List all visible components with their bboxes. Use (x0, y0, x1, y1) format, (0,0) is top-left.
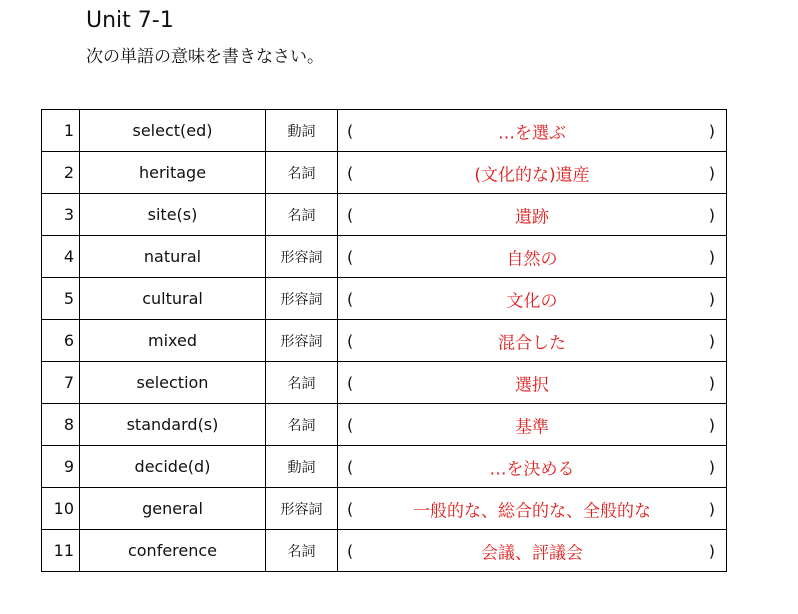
row-number: 11 (42, 530, 80, 572)
english-word: select(ed) (80, 110, 266, 152)
table-row (42, 110, 727, 152)
japanese-meaning: 混合した (498, 333, 566, 353)
close-paren: ) (708, 205, 715, 224)
table-row (42, 278, 727, 320)
open-paren: ( (347, 289, 354, 308)
row-number: 5 (42, 278, 80, 320)
meaning-cell (338, 320, 727, 362)
close-paren: ) (708, 373, 715, 392)
english-word: site(s) (80, 194, 266, 236)
part-of-speech: 形容詞 (266, 320, 338, 362)
row-number: 8 (42, 404, 80, 446)
close-paren: ) (708, 331, 715, 350)
open-paren: ( (347, 541, 354, 560)
japanese-meaning: 遺跡 (515, 207, 549, 227)
open-paren: ( (347, 457, 354, 476)
close-paren: ) (708, 289, 715, 308)
japanese-meaning: 自然の (506, 249, 558, 269)
open-paren: ( (347, 121, 354, 140)
table-row (42, 446, 727, 488)
close-paren: ) (708, 415, 715, 434)
meaning-cell (338, 236, 727, 278)
row-number: 9 (42, 446, 80, 488)
close-paren: ) (708, 163, 715, 182)
english-word: cultural (80, 278, 266, 320)
close-paren: ) (708, 499, 715, 518)
row-number: 7 (42, 362, 80, 404)
instruction-text: 次の単語の意味を書きなさい。 (86, 47, 324, 67)
part-of-speech: 名詞 (266, 194, 338, 236)
meaning-cell (338, 404, 727, 446)
page-title: Unit 7-1 (86, 8, 174, 33)
part-of-speech: 形容詞 (266, 278, 338, 320)
japanese-meaning: 選択 (515, 375, 549, 395)
part-of-speech: 形容詞 (266, 488, 338, 530)
meaning-cell (338, 362, 727, 404)
english-word: standard(s) (80, 404, 266, 446)
part-of-speech: 名詞 (266, 362, 338, 404)
meaning-cell (338, 446, 727, 488)
japanese-meaning: 会議、評議会 (481, 543, 583, 563)
open-paren: ( (347, 205, 354, 224)
table-row (42, 194, 727, 236)
row-number: 10 (42, 488, 80, 530)
japanese-meaning: …を決める (489, 459, 575, 479)
meaning-cell (338, 488, 727, 530)
open-paren: ( (347, 331, 354, 350)
close-paren: ) (708, 457, 715, 476)
row-number: 6 (42, 320, 80, 362)
meaning-cell (338, 110, 727, 152)
open-paren: ( (347, 415, 354, 434)
meaning-cell (338, 152, 727, 194)
japanese-meaning: 一般的な、総合的な、全般的な (413, 501, 651, 521)
open-paren: ( (347, 163, 354, 182)
open-paren: ( (347, 247, 354, 266)
meaning-cell (338, 278, 727, 320)
part-of-speech: 名詞 (266, 530, 338, 572)
row-number: 3 (42, 194, 80, 236)
part-of-speech: 動詞 (266, 110, 338, 152)
table-row (42, 404, 727, 446)
english-word: natural (80, 236, 266, 278)
part-of-speech: 名詞 (266, 152, 338, 194)
vocabulary-table-body (42, 110, 727, 572)
english-word: heritage (80, 152, 266, 194)
japanese-meaning: 基準 (515, 417, 549, 437)
english-word: general (80, 488, 266, 530)
meaning-cell (338, 194, 727, 236)
table-row (42, 152, 727, 194)
english-word: selection (80, 362, 266, 404)
close-paren: ) (708, 541, 715, 560)
english-word: conference (80, 530, 266, 572)
open-paren: ( (347, 373, 354, 392)
table-row (42, 320, 727, 362)
table-row (42, 236, 727, 278)
table-row (42, 362, 727, 404)
vocabulary-table (41, 109, 727, 572)
meaning-cell (338, 530, 727, 572)
row-number: 4 (42, 236, 80, 278)
english-word: mixed (80, 320, 266, 362)
close-paren: ) (708, 247, 715, 266)
part-of-speech: 名詞 (266, 404, 338, 446)
english-word: decide(d) (80, 446, 266, 488)
close-paren: ) (708, 121, 715, 140)
japanese-meaning: (文化的な)遺産 (474, 165, 590, 185)
japanese-meaning: 文化の (506, 291, 558, 311)
part-of-speech: 動詞 (266, 446, 338, 488)
table-row (42, 488, 727, 530)
part-of-speech: 形容詞 (266, 236, 338, 278)
table-row (42, 530, 727, 572)
row-number: 1 (42, 110, 80, 152)
open-paren: ( (347, 499, 354, 518)
row-number: 2 (42, 152, 80, 194)
japanese-meaning: …を選ぶ (498, 123, 566, 143)
